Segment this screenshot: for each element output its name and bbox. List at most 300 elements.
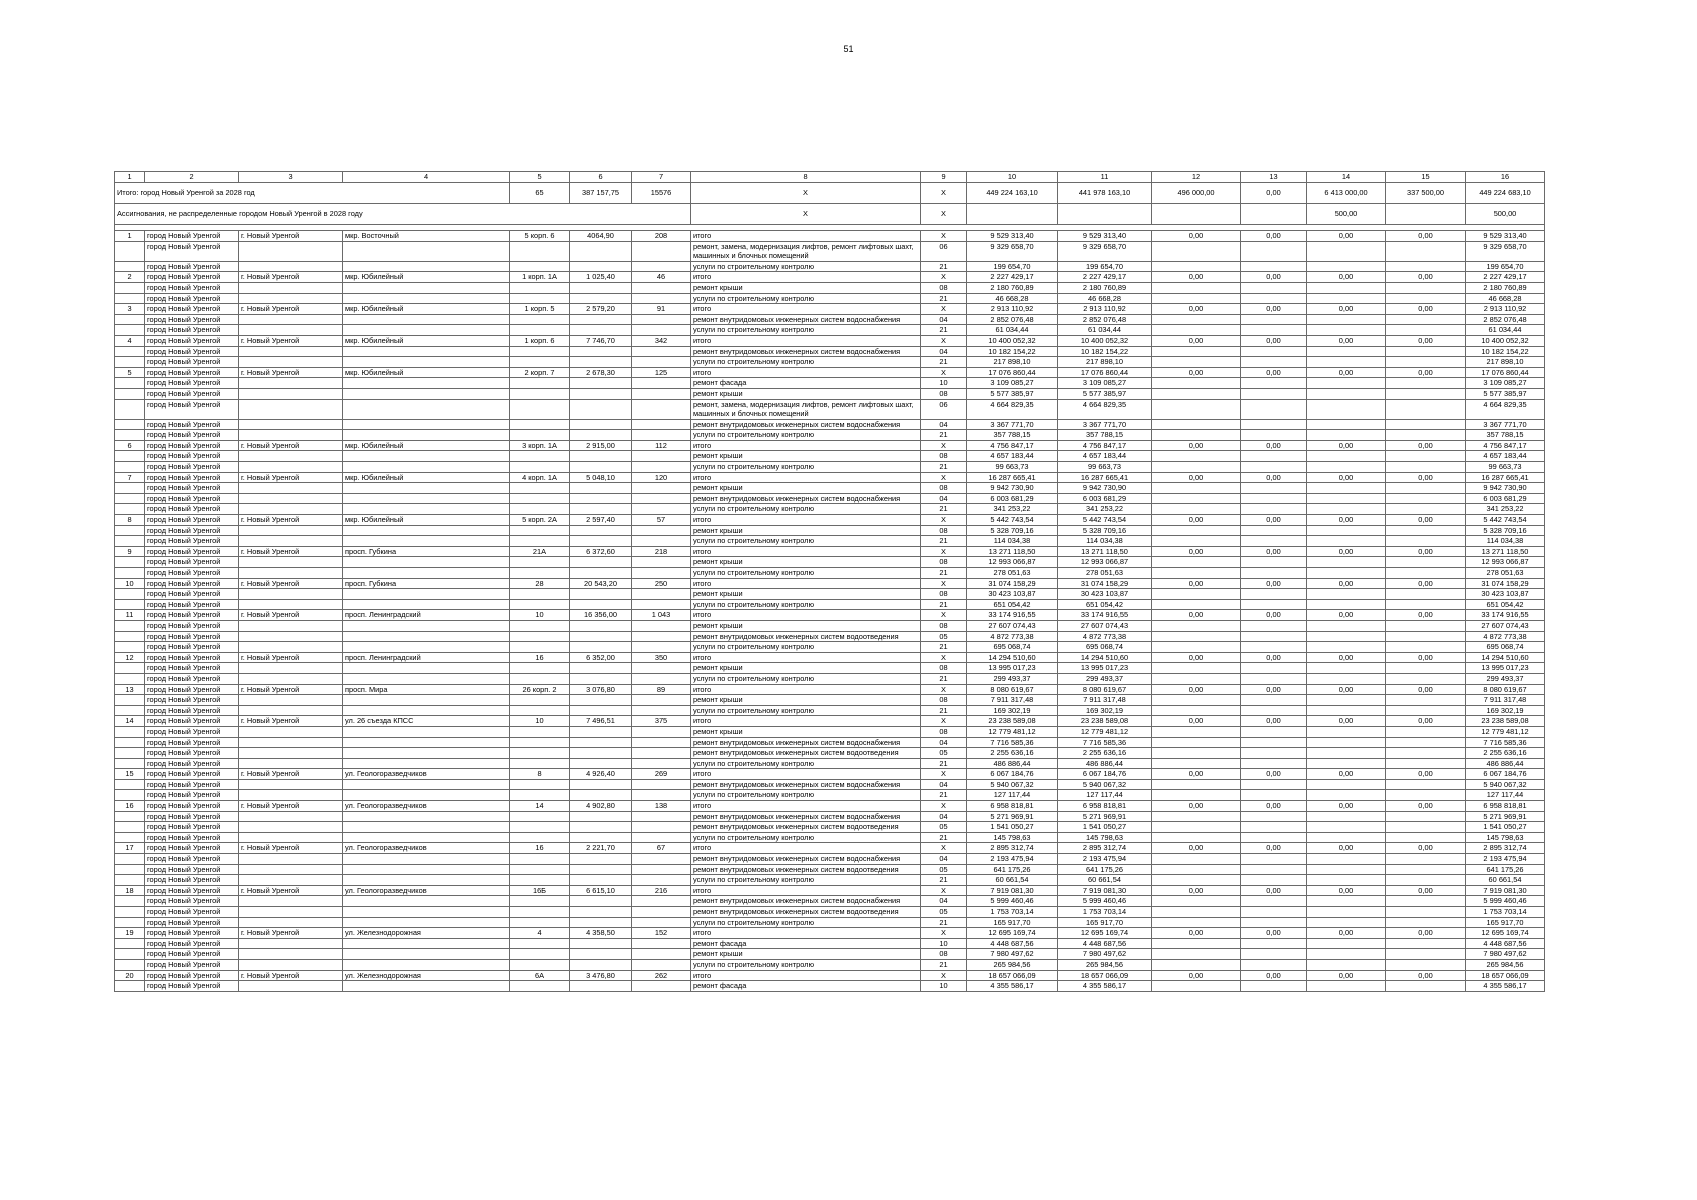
work-code-cell: 10 <box>921 981 967 992</box>
cost-c14-cell <box>1307 430 1386 441</box>
municipality-cell: город Новый Уренгой <box>145 346 239 357</box>
table-row <box>115 875 1545 886</box>
empty-cell <box>510 378 570 389</box>
total-c13: 0,00 <box>1241 183 1307 204</box>
house-group <box>115 928 1545 970</box>
cost-total-cell: 695 068,74 <box>967 642 1058 653</box>
cost-c12-cell: 0,00 <box>1152 970 1241 981</box>
cost-total-cell: 9 529 313,40 <box>967 231 1058 242</box>
cost-c14-cell <box>1307 493 1386 504</box>
cost-fund-cell: 7 911 317,48 <box>1058 695 1152 706</box>
empty-cell <box>510 599 570 610</box>
work-code-cell: 08 <box>921 589 967 600</box>
cost-c14-cell <box>1307 896 1386 907</box>
work-type-cell: ремонт внутридомовых инженерных систем водоснабжения <box>691 346 921 357</box>
municipality-cell: город Новый Уренгой <box>145 684 239 695</box>
empty-cell <box>632 493 691 504</box>
cost-c13-cell <box>1241 589 1307 600</box>
cost-fund-cell: 12 993 066,87 <box>1058 557 1152 568</box>
residents-cell: 112 <box>632 440 691 451</box>
cost-c15-cell: 0,00 <box>1386 716 1466 727</box>
work-type-cell: ремонт крыши <box>691 949 921 960</box>
empty-cell <box>570 832 632 843</box>
municipality-cell: город Новый Уренгой <box>145 981 239 992</box>
row-number: 19 <box>115 928 145 939</box>
row-number-cell <box>115 695 145 706</box>
table-row <box>115 493 1545 504</box>
empty-cell <box>343 589 510 600</box>
cost-c14-cell <box>1307 325 1386 336</box>
empty-cell <box>570 504 632 515</box>
cost-total-cell: 7 919 081,30 <box>967 885 1058 896</box>
row-number-cell <box>115 779 145 790</box>
cost-fund-cell: 4 756 847,17 <box>1058 440 1152 451</box>
house-group <box>115 885 1545 927</box>
total-c10: 449 224 163,10 <box>967 183 1058 204</box>
cost-total-cell: 7 716 585,36 <box>967 737 1058 748</box>
table-row <box>115 917 1545 928</box>
table-row <box>115 367 1545 378</box>
work-code-cell: 08 <box>921 726 967 737</box>
col-header: 10 <box>967 172 1058 183</box>
cost-c16-cell: 651 054,42 <box>1466 599 1545 610</box>
municipality-cell: город Новый Уренгой <box>145 748 239 759</box>
work-type-cell: итого <box>691 335 921 346</box>
empty-cell <box>632 737 691 748</box>
work-type-cell: ремонт внутридомовых инженерных систем водоотведения <box>691 864 921 875</box>
empty-cell <box>239 949 343 960</box>
empty-cell <box>632 822 691 833</box>
cost-c15-cell <box>1386 504 1466 515</box>
cost-total-cell: 30 423 103,87 <box>967 589 1058 600</box>
cost-c14-cell <box>1307 981 1386 992</box>
municipality-cell: город Новый Уренгой <box>145 779 239 790</box>
work-code-cell: 21 <box>921 917 967 928</box>
empty-cell <box>510 462 570 473</box>
empty-cell <box>510 483 570 494</box>
cost-total-cell: 2 255 636,16 <box>967 748 1058 759</box>
table-row <box>115 843 1545 854</box>
row-number: 13 <box>115 684 145 695</box>
house-cell: 6А <box>510 970 570 981</box>
cost-c15-cell <box>1386 241 1466 261</box>
col-header: 3 <box>239 172 343 183</box>
cost-c15-cell: 0,00 <box>1386 367 1466 378</box>
empty-cell <box>239 399 343 419</box>
empty-cell <box>510 388 570 399</box>
unallocated-row <box>115 204 1545 225</box>
empty-cell <box>239 959 343 970</box>
work-code-cell: 04 <box>921 419 967 430</box>
empty-cell <box>570 525 632 536</box>
cost-c13-cell <box>1241 907 1307 918</box>
empty-cell <box>510 811 570 822</box>
cost-c14-cell: 0,00 <box>1307 367 1386 378</box>
work-code-cell: 21 <box>921 536 967 547</box>
cost-fund-cell: 33 174 916,55 <box>1058 610 1152 621</box>
cost-c16-cell: 2 227 429,17 <box>1466 272 1545 283</box>
cost-c16-cell: 127 117,44 <box>1466 790 1545 801</box>
street-cell: просп. Губкина <box>343 578 510 589</box>
cost-total-cell: 4 657 183,44 <box>967 451 1058 462</box>
residents-cell: 208 <box>632 231 691 242</box>
cost-c12-cell: 0,00 <box>1152 231 1241 242</box>
cost-fund-cell: 2 852 076,48 <box>1058 314 1152 325</box>
cost-c12-cell <box>1152 642 1241 653</box>
work-code-cell: X <box>921 304 967 315</box>
cost-c12-cell: 0,00 <box>1152 472 1241 483</box>
house-cell: 5 корп. 2А <box>510 515 570 526</box>
empty-cell <box>570 261 632 272</box>
work-code-cell: 08 <box>921 483 967 494</box>
cost-fund-cell: 4 664 829,35 <box>1058 399 1152 419</box>
work-type-cell: услуги по строительному контролю <box>691 673 921 684</box>
row-number: 11 <box>115 610 145 621</box>
cost-c13-cell <box>1241 419 1307 430</box>
cost-total-cell: 2 852 076,48 <box>967 314 1058 325</box>
work-type-cell: итого <box>691 716 921 727</box>
house-cell: 16 <box>510 652 570 663</box>
empty-cell <box>239 758 343 769</box>
cost-c14-cell: 0,00 <box>1307 652 1386 663</box>
cost-c16-cell: 33 174 916,55 <box>1466 610 1545 621</box>
municipality-cell: город Новый Уренгой <box>145 325 239 336</box>
cost-c12-cell <box>1152 907 1241 918</box>
cost-c13-cell <box>1241 282 1307 293</box>
empty-cell <box>239 663 343 674</box>
cost-c16-cell: 31 074 158,29 <box>1466 578 1545 589</box>
empty-cell <box>570 737 632 748</box>
residents-cell: 67 <box>632 843 691 854</box>
work-code-cell: X <box>921 515 967 526</box>
cost-fund-cell: 5 442 743,54 <box>1058 515 1152 526</box>
cost-c16-cell: 6 003 681,29 <box>1466 493 1545 504</box>
area-cell: 7 496,51 <box>570 716 632 727</box>
row-number-cell <box>115 938 145 949</box>
empty-cell <box>510 525 570 536</box>
house-cell: 10 <box>510 716 570 727</box>
cost-total-cell: 12 779 481,12 <box>967 726 1058 737</box>
cost-c14-cell <box>1307 589 1386 600</box>
empty-cell <box>570 864 632 875</box>
row-number-cell <box>115 875 145 886</box>
table-row <box>115 631 1545 642</box>
work-code-cell: 21 <box>921 875 967 886</box>
cost-c16-cell: 5 999 460,46 <box>1466 896 1545 907</box>
empty-cell <box>570 620 632 631</box>
empty-cell <box>510 737 570 748</box>
cost-c14-cell <box>1307 378 1386 389</box>
work-code-cell: 21 <box>921 504 967 515</box>
cost-c15-cell: 0,00 <box>1386 684 1466 695</box>
empty-cell <box>239 673 343 684</box>
empty-cell <box>510 726 570 737</box>
empty-cell <box>239 907 343 918</box>
cost-c15-cell: 0,00 <box>1386 652 1466 663</box>
col-header: 6 <box>570 172 632 183</box>
empty-cell <box>570 430 632 441</box>
municipality-cell: город Новый Уренгой <box>145 483 239 494</box>
cost-c16-cell: 18 657 066,09 <box>1466 970 1545 981</box>
cost-c13-cell <box>1241 483 1307 494</box>
cost-fund-cell: 299 493,37 <box>1058 673 1152 684</box>
empty-cell <box>632 325 691 336</box>
row-number: 4 <box>115 335 145 346</box>
cost-c14-cell <box>1307 811 1386 822</box>
cost-c13-cell <box>1241 568 1307 579</box>
row-number-cell <box>115 451 145 462</box>
cost-c13-cell <box>1241 493 1307 504</box>
cost-c14-cell <box>1307 748 1386 759</box>
cost-c14-cell <box>1307 875 1386 886</box>
empty-cell <box>510 631 570 642</box>
empty-cell <box>239 811 343 822</box>
empty-cell <box>343 811 510 822</box>
residents-cell: 89 <box>632 684 691 695</box>
cost-fund-cell: 9 942 730,90 <box>1058 483 1152 494</box>
cost-c12-cell <box>1152 261 1241 272</box>
cost-fund-cell: 12 779 481,12 <box>1058 726 1152 737</box>
city-cell: г. Новый Уренгой <box>239 440 343 451</box>
work-type-cell: ремонт, замена, модернизация лифтов, ремонт лифтовых шахт, машинных и блочных помещений <box>691 241 921 261</box>
area-cell: 1 025,40 <box>570 272 632 283</box>
work-code-cell: 21 <box>921 642 967 653</box>
cost-total-cell: 199 654,70 <box>967 261 1058 272</box>
work-code-cell: 05 <box>921 822 967 833</box>
empty-cell <box>632 695 691 706</box>
empty-cell <box>343 896 510 907</box>
work-type-cell: итого <box>691 769 921 780</box>
municipality-cell: город Новый Уренгой <box>145 493 239 504</box>
work-code-cell: 05 <box>921 864 967 875</box>
cost-total-cell: 6 958 818,81 <box>967 801 1058 812</box>
work-type-cell: услуги по строительному контролю <box>691 832 921 843</box>
cost-c12-cell: 0,00 <box>1152 304 1241 315</box>
cost-c14-cell <box>1307 557 1386 568</box>
cost-total-cell: 61 034,44 <box>967 325 1058 336</box>
col-header: 9 <box>921 172 967 183</box>
total-label: Итого: город Новый Уренгой за 2028 год <box>115 183 510 204</box>
empty-cell <box>510 642 570 653</box>
work-code-cell: 08 <box>921 451 967 462</box>
work-code-cell: X <box>921 769 967 780</box>
row-number-cell <box>115 705 145 716</box>
empty-cell <box>239 346 343 357</box>
cost-total-cell: 217 898,10 <box>967 357 1058 368</box>
residents-cell: 350 <box>632 652 691 663</box>
table-row <box>115 811 1545 822</box>
cost-c16-cell: 4 756 847,17 <box>1466 440 1545 451</box>
empty-cell <box>239 620 343 631</box>
cost-fund-cell: 145 798,63 <box>1058 832 1152 843</box>
work-type-cell: итого <box>691 684 921 695</box>
cost-c12-cell: 0,00 <box>1152 546 1241 557</box>
cost-fund-cell: 60 661,54 <box>1058 875 1152 886</box>
cost-c15-cell <box>1386 949 1466 960</box>
house-cell: 5 корп. 6 <box>510 231 570 242</box>
city-cell: г. Новый Уренгой <box>239 546 343 557</box>
work-code-cell: X <box>921 472 967 483</box>
cost-c16-cell: 27 607 074,43 <box>1466 620 1545 631</box>
work-type-cell: итого <box>691 578 921 589</box>
empty-cell <box>510 959 570 970</box>
table-row <box>115 504 1545 515</box>
empty-cell <box>239 241 343 261</box>
cost-c14-cell <box>1307 705 1386 716</box>
row-number: 20 <box>115 970 145 981</box>
cost-c14-cell <box>1307 642 1386 653</box>
cost-c15-cell <box>1386 705 1466 716</box>
cost-c15-cell <box>1386 568 1466 579</box>
cost-total-cell: 5 940 067,32 <box>967 779 1058 790</box>
municipality-cell: город Новый Уренгой <box>145 578 239 589</box>
cost-c13-cell <box>1241 705 1307 716</box>
house-cell: 21А <box>510 546 570 557</box>
work-code-cell: 08 <box>921 620 967 631</box>
empty-cell <box>510 907 570 918</box>
empty-cell <box>510 314 570 325</box>
cost-c15-cell: 0,00 <box>1386 610 1466 621</box>
cost-c15-cell <box>1386 282 1466 293</box>
city-cell: г. Новый Уренгой <box>239 335 343 346</box>
cost-c15-cell <box>1386 357 1466 368</box>
cost-c15-cell: 0,00 <box>1386 515 1466 526</box>
table-row <box>115 970 1545 981</box>
cost-fund-cell: 127 117,44 <box>1058 790 1152 801</box>
cost-total-cell: 2 227 429,17 <box>967 272 1058 283</box>
table-row <box>115 885 1545 896</box>
work-code-cell: X <box>921 272 967 283</box>
cost-c16-cell: 695 068,74 <box>1466 642 1545 653</box>
empty-cell <box>343 261 510 272</box>
cost-c15-cell <box>1386 779 1466 790</box>
cost-c13-cell: 0,00 <box>1241 231 1307 242</box>
empty-cell <box>632 589 691 600</box>
cost-c16-cell: 9 529 313,40 <box>1466 231 1545 242</box>
area-cell: 16 356,00 <box>570 610 632 621</box>
cost-c16-cell: 5 577 385,97 <box>1466 388 1545 399</box>
cost-total-cell: 6 067 184,76 <box>967 769 1058 780</box>
empty-cell <box>343 504 510 515</box>
table-row <box>115 451 1545 462</box>
work-type-cell: услуги по строительному контролю <box>691 462 921 473</box>
cost-c15-cell <box>1386 631 1466 642</box>
cost-c12-cell <box>1152 726 1241 737</box>
work-type-cell: ремонт крыши <box>691 388 921 399</box>
cost-fund-cell: 217 898,10 <box>1058 357 1152 368</box>
total-c15: 337 500,00 <box>1386 183 1466 204</box>
municipality-cell: город Новый Уренгой <box>145 261 239 272</box>
cost-c13-cell: 0,00 <box>1241 769 1307 780</box>
cost-c14-cell <box>1307 907 1386 918</box>
cost-fund-cell: 3 367 771,70 <box>1058 419 1152 430</box>
cost-c12-cell <box>1152 378 1241 389</box>
work-code-cell: 21 <box>921 705 967 716</box>
cost-c16-cell: 169 302,19 <box>1466 705 1545 716</box>
empty-cell <box>632 599 691 610</box>
empty-cell <box>343 430 510 441</box>
cost-c15-cell <box>1386 419 1466 430</box>
empty-cell <box>570 631 632 642</box>
cost-c16-cell: 199 654,70 <box>1466 261 1545 272</box>
work-type-cell: ремонт крыши <box>691 663 921 674</box>
table-row <box>115 335 1545 346</box>
cost-c16-cell: 145 798,63 <box>1466 832 1545 843</box>
cost-c12-cell: 0,00 <box>1152 684 1241 695</box>
total-c12: 496 000,00 <box>1152 183 1241 204</box>
empty-cell <box>632 938 691 949</box>
table-row <box>115 325 1545 336</box>
cost-fund-cell: 5 328 709,16 <box>1058 525 1152 536</box>
row-number-cell <box>115 462 145 473</box>
table-row <box>115 419 1545 430</box>
cost-fund-cell: 5 577 385,97 <box>1058 388 1152 399</box>
cost-c16-cell: 12 695 169,74 <box>1466 928 1545 939</box>
cost-total-cell: 3 109 085,27 <box>967 378 1058 389</box>
col-header: 4 <box>343 172 510 183</box>
empty-cell <box>239 779 343 790</box>
cost-c14-cell: 0,00 <box>1307 440 1386 451</box>
cost-c14-cell <box>1307 568 1386 579</box>
cost-c16-cell: 3 109 085,27 <box>1466 378 1545 389</box>
cost-fund-cell: 16 287 665,41 <box>1058 472 1152 483</box>
municipality-cell: город Новый Уренгой <box>145 928 239 939</box>
cost-c14-cell <box>1307 241 1386 261</box>
work-code-cell: 21 <box>921 261 967 272</box>
empty-cell <box>570 493 632 504</box>
empty-cell <box>570 811 632 822</box>
cost-c14-cell: 0,00 <box>1307 231 1386 242</box>
cost-c15-cell <box>1386 399 1466 419</box>
work-code-cell: 21 <box>921 462 967 473</box>
row-number-cell <box>115 949 145 960</box>
empty-cell <box>570 949 632 960</box>
empty-cell <box>510 451 570 462</box>
municipality-cell: город Новый Уренгой <box>145 231 239 242</box>
cost-total-cell: 12 993 066,87 <box>967 557 1058 568</box>
table-row <box>115 673 1545 684</box>
cost-c15-cell <box>1386 822 1466 833</box>
cost-c14-cell: 0,00 <box>1307 515 1386 526</box>
cost-total-cell: 641 175,26 <box>967 864 1058 875</box>
cost-total-cell: 5 442 743,54 <box>967 515 1058 526</box>
work-type-cell: услуги по строительному контролю <box>691 875 921 886</box>
empty-cell <box>343 631 510 642</box>
empty-cell <box>632 620 691 631</box>
empty-cell <box>510 822 570 833</box>
cost-c15-cell <box>1386 314 1466 325</box>
house-group <box>115 472 1545 514</box>
row-number-cell <box>115 314 145 325</box>
cost-c16-cell: 99 663,73 <box>1466 462 1545 473</box>
cost-c13-cell <box>1241 726 1307 737</box>
cost-c13-cell <box>1241 673 1307 684</box>
cost-c16-cell: 641 175,26 <box>1466 864 1545 875</box>
cost-c14-cell <box>1307 832 1386 843</box>
municipality-cell: город Новый Уренгой <box>145 599 239 610</box>
empty-cell <box>632 864 691 875</box>
table-row <box>115 642 1545 653</box>
empty-cell <box>510 430 570 441</box>
cost-total-cell: 486 886,44 <box>967 758 1058 769</box>
table-row <box>115 272 1545 283</box>
empty-cell <box>239 705 343 716</box>
cost-c13-cell <box>1241 811 1307 822</box>
cost-total-cell: 265 984,56 <box>967 959 1058 970</box>
work-type-cell: итого <box>691 843 921 854</box>
cost-c13-cell: 0,00 <box>1241 272 1307 283</box>
row-number-cell <box>115 896 145 907</box>
